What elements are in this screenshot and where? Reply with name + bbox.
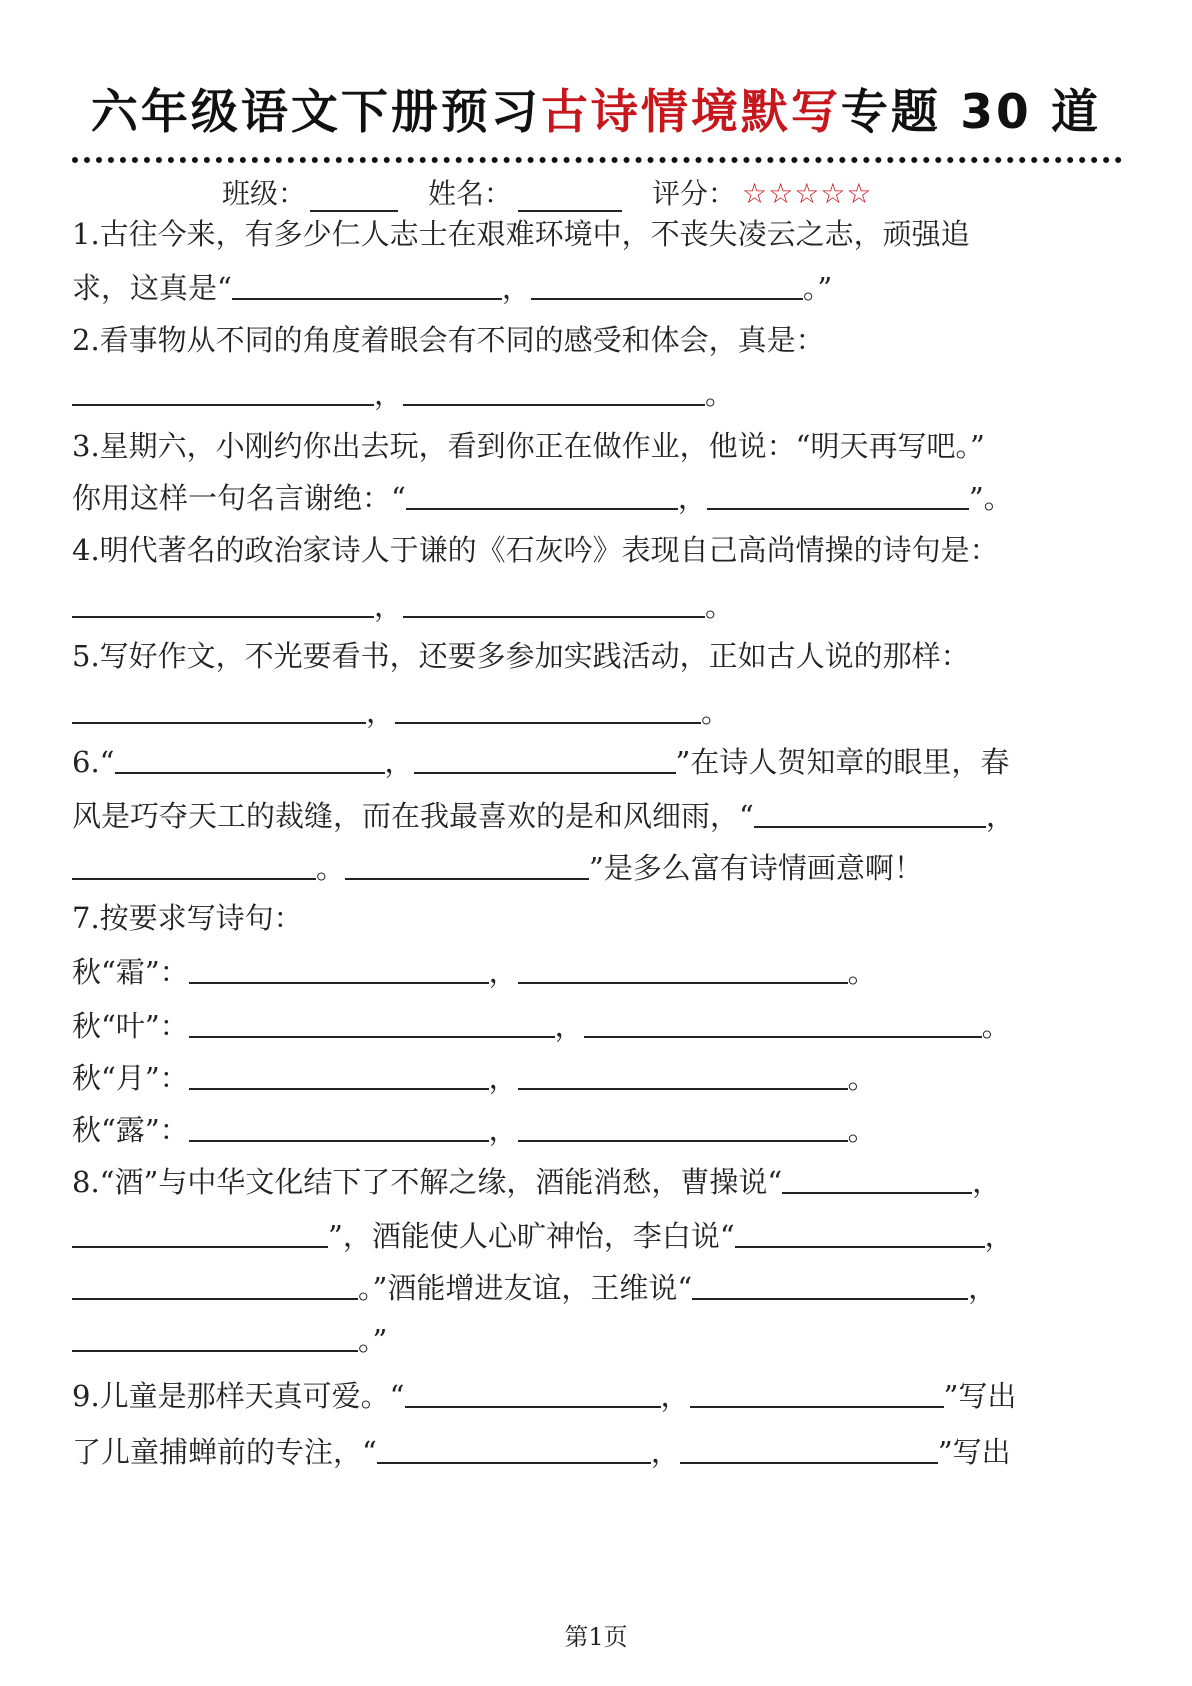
text: 1.古往今来，有多少仁人志士在艰难环境中，不丧失凌云之志，顽强追: [72, 217, 970, 251]
text: 。: [847, 955, 877, 989]
text: 了儿童捕蝉前的专注，“: [72, 1435, 377, 1469]
question-7-line-1: [72, 890, 1132, 946]
page-title: [0, 78, 1192, 148]
text: 9.儿童是那样天真可爱。“: [72, 1379, 405, 1413]
text: 求，这真是“: [72, 271, 232, 305]
text: ”写出: [937, 1435, 1011, 1469]
question-8-line-1: [72, 1154, 1132, 1210]
text: ，: [366, 695, 396, 729]
question-6-line-2: [72, 788, 1132, 844]
question-8-line-2: [72, 1208, 1132, 1264]
answer-blank[interactable]: [406, 478, 678, 510]
answer-blank[interactable]: [189, 1110, 489, 1142]
answer-blank[interactable]: [395, 692, 701, 724]
question-6-line-1: [72, 734, 1132, 790]
answer-blank[interactable]: [692, 1268, 968, 1300]
question-4-line-1: [72, 522, 1132, 578]
answer-blank[interactable]: [405, 1376, 661, 1408]
answer-blank[interactable]: [72, 586, 374, 618]
text: ，: [374, 589, 404, 623]
text: ，: [374, 377, 404, 411]
text: 。”: [358, 1323, 388, 1357]
text: 秋“霜”：: [72, 955, 189, 989]
text: ，: [501, 271, 531, 305]
text: 风是巧夺天工的裁缝，而在我最喜欢的是和风细雨，“: [72, 799, 754, 833]
answer-blank[interactable]: [414, 742, 676, 774]
text: ”在诗人贺知章的眼里，春: [675, 745, 1010, 779]
text: ，: [384, 745, 414, 779]
answer-blank[interactable]: [518, 952, 848, 984]
question-7-moon: [72, 1050, 1132, 1106]
answer-blank[interactable]: [72, 1216, 328, 1248]
text: 6.“: [72, 745, 115, 779]
text: 。”酒能增进友谊，王维说“: [358, 1271, 693, 1305]
answer-blank[interactable]: [72, 848, 316, 880]
answer-blank[interactable]: [403, 374, 705, 406]
question-1-line-2: [72, 260, 1132, 316]
question-1-line-1: [72, 206, 1132, 262]
answer-blank[interactable]: [72, 1268, 358, 1300]
text: ”写出: [943, 1379, 1017, 1413]
answer-blank[interactable]: [115, 742, 385, 774]
question-7-frost: [72, 944, 1132, 1000]
question-2-line-2: [72, 366, 1132, 422]
text: ，: [985, 799, 1015, 833]
text: ”。: [968, 481, 1013, 515]
answer-blank[interactable]: [735, 1216, 985, 1248]
text: 。: [981, 1009, 1011, 1043]
answer-blank[interactable]: [377, 1432, 651, 1464]
answer-blank[interactable]: [189, 1058, 489, 1090]
dotted-divider: [72, 157, 1122, 163]
answer-blank[interactable]: [345, 848, 589, 880]
question-5-line-2: [72, 684, 1132, 740]
question-6-line-3: [72, 840, 1132, 896]
text: 你用这样一句名言谢绝：“: [72, 481, 406, 515]
question-9-line-2: [72, 1424, 1132, 1480]
class-label: 班级：: [222, 177, 307, 210]
question-2-line-1: [72, 312, 1132, 368]
question-5-line-1: [72, 628, 1132, 684]
text: 。: [705, 377, 735, 411]
answer-blank[interactable]: [518, 1110, 848, 1142]
page-number: 第1页: [564, 1623, 628, 1651]
title-after: 专题 30 道: [840, 85, 1102, 140]
text: 。”: [802, 271, 833, 305]
answer-blank[interactable]: [232, 268, 502, 300]
answer-blank[interactable]: [690, 1376, 944, 1408]
text: ，: [488, 955, 518, 989]
answer-blank[interactable]: [531, 268, 803, 300]
question-3-line-1: [72, 418, 1132, 474]
question-8-line-3: [72, 1260, 1132, 1316]
text: 。: [701, 695, 731, 729]
question-4-line-2: [72, 578, 1132, 634]
text: ，: [488, 1113, 518, 1147]
text: 8.“酒”与中华文化结下了不解之缘，酒能消愁，曹操说“: [72, 1165, 783, 1199]
answer-blank[interactable]: [782, 1162, 972, 1194]
text: 。: [316, 851, 346, 885]
question-8-line-4: [72, 1312, 1132, 1368]
answer-blank[interactable]: [72, 1320, 358, 1352]
question-7-dew: [72, 1102, 1132, 1158]
text: 。: [847, 1113, 877, 1147]
answer-blank[interactable]: [72, 374, 374, 406]
text: ，: [650, 1435, 680, 1469]
answer-blank[interactable]: [189, 1006, 555, 1038]
text: 秋“露”：: [72, 1113, 189, 1147]
answer-blank[interactable]: [707, 478, 969, 510]
text: ，: [968, 1271, 998, 1305]
text: ，: [488, 1061, 518, 1095]
text: 4.明代著名的政治家诗人于谦的《石灰吟》表现自己高尚情操的诗句是：: [72, 533, 999, 567]
title-highlight: 古诗情境默写: [540, 85, 841, 140]
text: ，: [554, 1009, 584, 1043]
text: 5.写好作文，不光要看书，还要多参加实践活动，正如古人说的那样：: [72, 639, 970, 673]
answer-blank[interactable]: [584, 1006, 982, 1038]
answer-blank[interactable]: [518, 1058, 848, 1090]
answer-blank[interactable]: [754, 796, 986, 828]
text: ，: [984, 1219, 1014, 1253]
text: 7.按要求写诗句：: [72, 901, 303, 935]
text: ，: [660, 1379, 690, 1413]
text: 秋“叶”：: [72, 1009, 189, 1043]
answer-blank[interactable]: [403, 586, 705, 618]
question-7-leaf: [72, 998, 1132, 1054]
score-label: 评分：: [652, 177, 737, 210]
question-9-line-1: [72, 1368, 1132, 1424]
text: 秋“月”：: [72, 1061, 189, 1095]
text: 3.星期六，小刚约你出去玩，看到你正在做作业，他说：“明天再写吧。”: [72, 429, 985, 463]
title-before: 六年级语文下册预习: [90, 85, 541, 140]
text: ”是多么富有诗情画意啊！: [589, 851, 923, 885]
answer-blank[interactable]: [189, 952, 489, 984]
text: ，: [677, 481, 707, 515]
answer-blank[interactable]: [680, 1432, 938, 1464]
text: ，: [972, 1165, 1002, 1199]
score-stars[interactable]: ☆☆☆☆☆: [742, 177, 873, 210]
text: 2.看事物从不同的角度着眼会有不同的感受和体会，真是：: [72, 323, 825, 357]
text: 。: [705, 589, 735, 623]
name-label: 姓名：: [428, 177, 513, 210]
question-3-line-2: [72, 470, 1132, 526]
text: ”，酒能使人心旷神怡，李白说“: [328, 1219, 735, 1253]
answer-blank[interactable]: [72, 692, 366, 724]
text: 。: [847, 1061, 877, 1095]
